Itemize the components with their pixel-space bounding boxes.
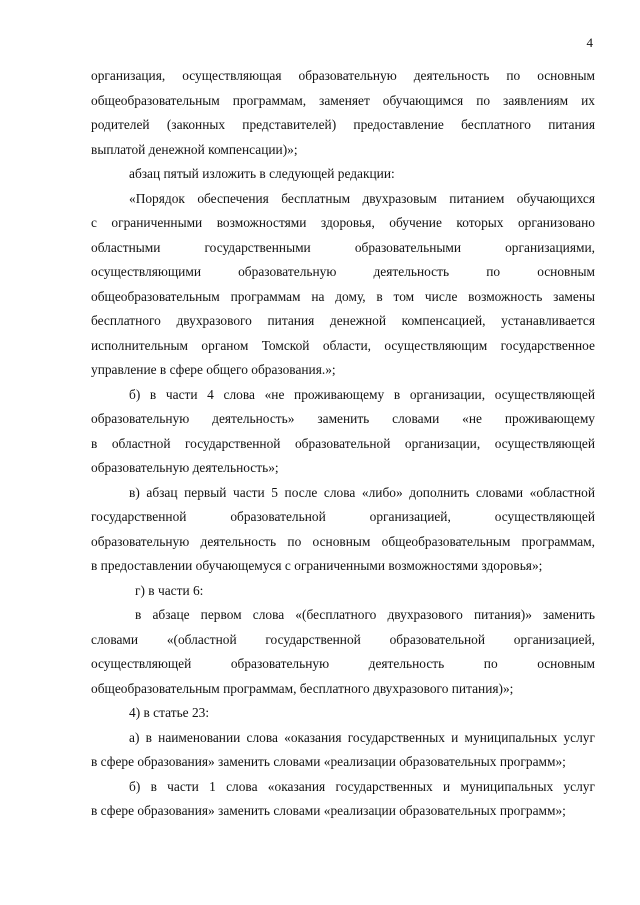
paragraph	[91, 603, 595, 701]
paragraph	[91, 775, 595, 824]
text-line: областными государственными образовательными организациями,	[91, 239, 595, 255]
document-body	[91, 64, 595, 824]
paragraph	[91, 187, 595, 383]
text-line: словами «(областной государственной образовательной организацией,	[91, 631, 595, 647]
paragraph	[91, 64, 595, 162]
text-line: в сфере образования» заменить словами «реализации образовательных программ»;	[91, 754, 566, 769]
text-line: исполнительным органом Томской области, осуществляющим государственное	[91, 337, 595, 353]
text-line: образовательную деятельность» заменить словами «не проживающему	[91, 411, 595, 426]
text-line: абзац пятый изложить в следующей редакции:	[129, 166, 395, 181]
text-line: образовательную деятельность по основным общеобразовательным программам,	[91, 533, 595, 549]
paragraph	[91, 481, 595, 579]
text-line: бесплатного двухразового питания денежной компенсацией, устанавливается	[91, 313, 595, 328]
text-line: б) в части 1 слова «оказания государственных и муниципальных услуг	[129, 778, 595, 794]
text-line: организация, осуществляющая образовательную деятельность по основным	[91, 68, 595, 83]
text-line: в) абзац первый части 5 после слова «либо» дополнить словами «областной	[129, 484, 595, 500]
text-line: государственной образовательной организацией, осуществляющей	[91, 509, 595, 524]
text-line: в абзаце первом слова «(бесплатного двухразового питания)» заменить	[135, 607, 595, 622]
text-line: осуществляющими образовательную деятельность по основным	[91, 264, 595, 279]
text-line: родителей (законных представителей) предоставление бесплатного питания	[91, 117, 595, 132]
text-line: с ограниченными возможностями здоровья, обучение которых организовано	[91, 215, 595, 230]
text-line: «Порядок обеспечения бесплатным двухразовым питанием обучающихся	[129, 190, 595, 206]
paragraph	[91, 701, 595, 726]
text-line: управление в сфере общего образования.»;	[91, 362, 336, 377]
text-line: б) в части 4 слова «не проживающему в организации, осуществляющей	[129, 386, 595, 402]
paragraph	[91, 383, 595, 481]
page-number: 4	[586, 35, 593, 50]
text-line: в сфере образования» заменить словами «реализации образовательных программ»;	[91, 803, 566, 818]
text-line: в областной государственной образовательной организации, осуществляющей	[91, 435, 595, 451]
text-line: осуществляющей образовательную деятельность по основным	[91, 656, 595, 671]
text-line: 4) в статье 23:	[129, 705, 210, 720]
text-line: а) в наименовании слова «оказания государственных и муниципальных услуг	[129, 729, 595, 745]
text-line: в предоставлении обучающемуся с ограниченными возможностями здоровья»;	[91, 558, 543, 573]
text-line: выплатой денежной компенсации)»;	[91, 141, 298, 157]
paragraph	[91, 579, 595, 604]
text-line: г) в части 6:	[135, 582, 204, 598]
text-line: образовательную деятельность»;	[91, 460, 279, 475]
paragraph	[91, 162, 595, 187]
paragraph	[91, 726, 595, 775]
text-line: общеобразовательным программам, бесплатного двухразового питания)»;	[91, 680, 514, 696]
text-line: общеобразовательным программам, заменяет обучающимся по заявлениям их	[91, 92, 595, 108]
text-line: общеобразовательным программам на дому, в том числе возможность замены	[91, 288, 595, 304]
